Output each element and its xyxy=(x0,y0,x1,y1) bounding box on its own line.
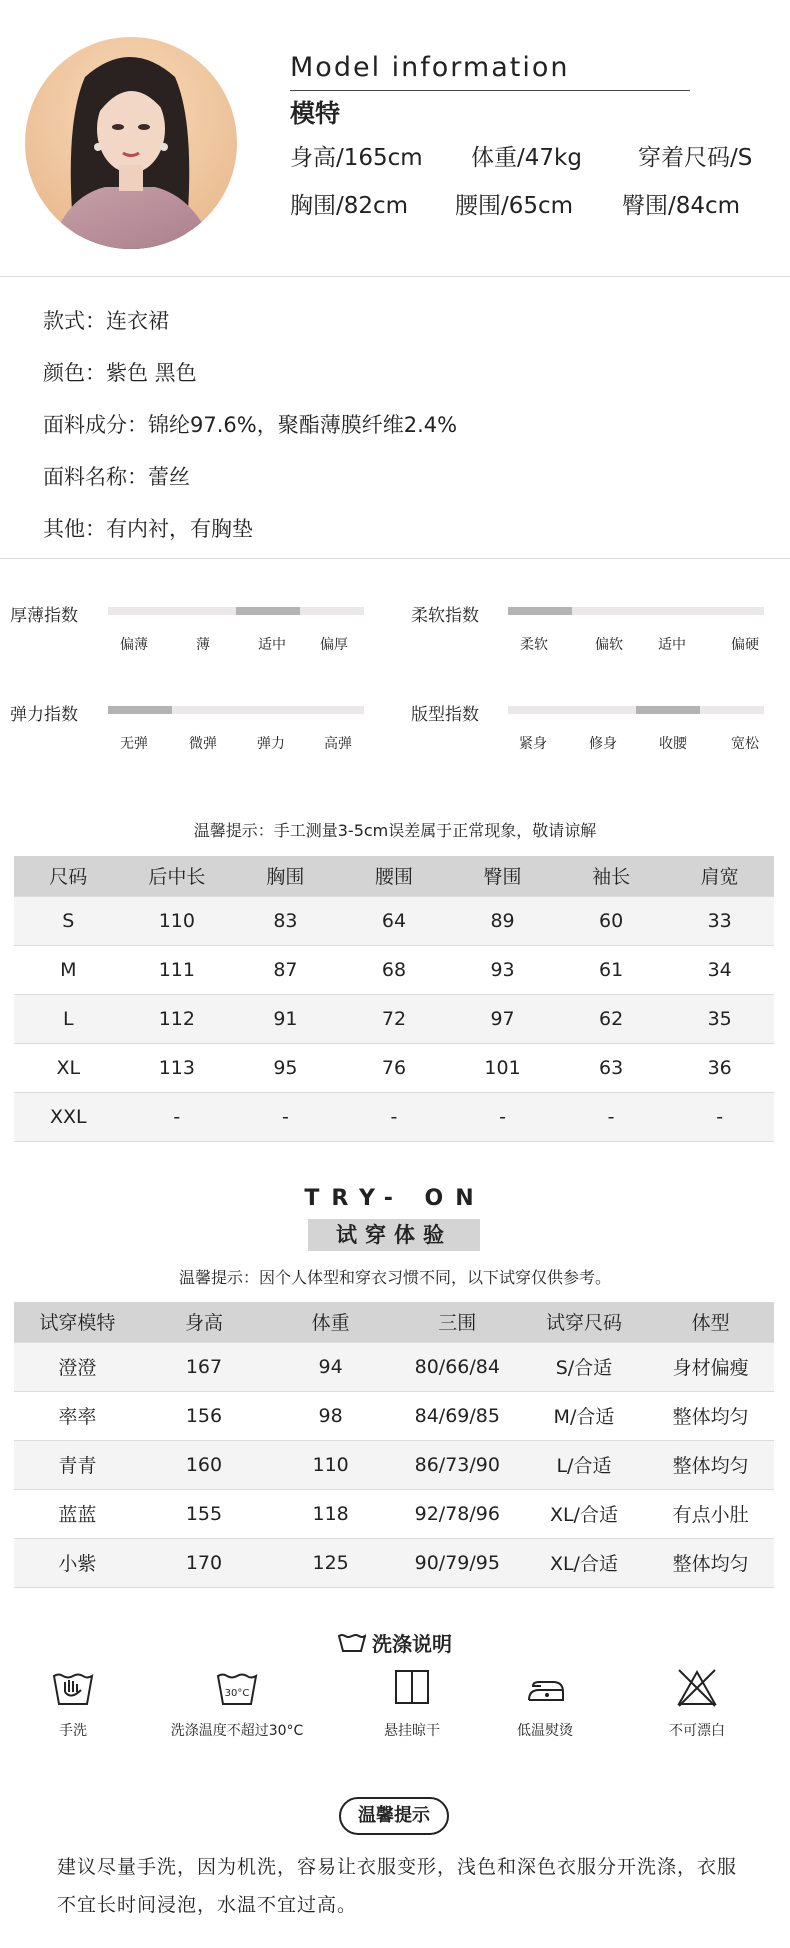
table-row xyxy=(14,1391,774,1440)
table-cell: S/合适 xyxy=(521,1342,648,1391)
table-cell: 170 xyxy=(141,1538,268,1587)
column-header: 后中长 xyxy=(123,856,232,896)
column-header: 尺码 xyxy=(14,856,123,896)
column-header: 腰围 xyxy=(340,856,449,896)
table-cell: 蓝蓝 xyxy=(14,1489,141,1538)
wash-item-bleach xyxy=(612,1668,782,1740)
wash-30-icon xyxy=(215,1668,259,1708)
model-size: 穿着尺码/S xyxy=(638,145,753,171)
table-cell: 101 xyxy=(448,1043,557,1092)
table-cell: 94 xyxy=(267,1342,394,1391)
table-cell: 93 xyxy=(448,945,557,994)
table-cell: 整体均匀 xyxy=(647,1391,774,1440)
table-row xyxy=(14,994,774,1043)
column-header: 身高 xyxy=(141,1302,268,1342)
table-row xyxy=(14,1342,774,1391)
table-cell: 36 xyxy=(665,1043,774,1092)
size-note: 温馨提示：手工测量3-5cm误差属于正常现象，敬请谅解 xyxy=(193,821,597,840)
table-cell: 整体均匀 xyxy=(647,1440,774,1489)
index-tick: 收腰 xyxy=(659,736,687,752)
model-photo xyxy=(25,37,237,249)
table-cell: - xyxy=(665,1092,774,1141)
model-waist: 腰围/65cm xyxy=(455,193,574,219)
wash-label: 洗涤温度不超过30°C xyxy=(170,1723,304,1739)
index-label: 柔软指数 xyxy=(411,606,479,626)
column-header: 体重 xyxy=(267,1302,394,1342)
table-row xyxy=(14,1489,774,1538)
table-cell: - xyxy=(557,1092,666,1141)
index-tick: 紧身 xyxy=(519,736,547,752)
table-row xyxy=(14,896,774,945)
index-tick: 适中 xyxy=(658,637,686,653)
model-bust: 胸围/82cm xyxy=(290,193,409,219)
index-track xyxy=(508,706,764,714)
index-label: 弹力指数 xyxy=(10,705,78,725)
model-hip: 臀围/84cm xyxy=(622,193,741,219)
model-info-subtitle: 模特 xyxy=(290,99,341,128)
table-cell: 小紫 xyxy=(14,1538,141,1587)
model-weight: 体重/47kg xyxy=(471,145,582,171)
index-label: 厚薄指数 xyxy=(10,606,78,626)
tip-text: 建议尽量手洗，因为机洗，容易让衣服变形，浅色和深色衣服分开洗涤，衣服不宜长时间浸泡，水温不宜过高。 xyxy=(57,1856,738,1916)
table-cell: 34 xyxy=(665,945,774,994)
table-cell: 有点小肚 xyxy=(647,1489,774,1538)
size-table xyxy=(14,856,774,1142)
table-cell: 156 xyxy=(141,1391,268,1440)
table-row xyxy=(14,1538,774,1587)
table-cell: 160 xyxy=(141,1440,268,1489)
index-tick: 修身 xyxy=(589,736,617,752)
table-row xyxy=(14,1440,774,1489)
product-fabric: 面料名称：蕾丝 xyxy=(43,465,190,489)
table-cell: 110 xyxy=(123,896,232,945)
divider xyxy=(0,276,790,277)
table-cell: M/合适 xyxy=(521,1391,648,1440)
column-header: 三围 xyxy=(394,1302,521,1342)
column-header: 试穿尺码 xyxy=(521,1302,648,1342)
column-header: 体型 xyxy=(647,1302,774,1342)
table-cell: - xyxy=(448,1092,557,1141)
table-cell: 91 xyxy=(231,994,340,1043)
tryon-title: TRY- ON xyxy=(304,1186,486,1211)
tryon-note: 温馨提示：因个人体型和穿衣习惯不同，以下试穿仅供参考。 xyxy=(178,1268,611,1287)
table-cell: 整体均匀 xyxy=(647,1538,774,1587)
table-cell: 76 xyxy=(340,1043,449,1092)
product-other: 其他：有内衬，有胸垫 xyxy=(43,517,253,541)
tryon-table xyxy=(14,1302,774,1588)
table-cell: 澄澄 xyxy=(14,1342,141,1391)
hand-wash-icon xyxy=(51,1668,95,1708)
index-tick: 偏薄 xyxy=(120,637,148,653)
table-cell: 68 xyxy=(340,945,449,994)
table-cell: XL/合适 xyxy=(521,1489,648,1538)
table-cell: L/合适 xyxy=(521,1440,648,1489)
column-header: 胸围 xyxy=(231,856,340,896)
table-cell: M xyxy=(14,945,123,994)
index-tick: 偏硬 xyxy=(731,637,759,653)
table-cell: 84/69/85 xyxy=(394,1391,521,1440)
index-tick: 柔软 xyxy=(520,637,548,653)
index-track xyxy=(108,607,364,615)
table-cell: 89 xyxy=(448,896,557,945)
table-cell: 155 xyxy=(141,1489,268,1538)
index-track xyxy=(508,607,764,615)
column-header: 试穿模特 xyxy=(14,1302,141,1342)
tip-badge: 温馨提示 xyxy=(339,1797,449,1835)
index-tick: 偏厚 xyxy=(320,637,348,653)
product-style: 款式：连衣裙 xyxy=(43,309,169,333)
index-marker xyxy=(636,706,700,714)
table-cell: 80/66/84 xyxy=(394,1342,521,1391)
table-cell: 35 xyxy=(665,994,774,1043)
index-tick: 适中 xyxy=(258,637,286,653)
index-marker xyxy=(236,607,300,615)
drip-dry-icon xyxy=(390,1668,434,1708)
column-header: 肩宽 xyxy=(665,856,774,896)
table-cell: - xyxy=(231,1092,340,1141)
table-cell: 110 xyxy=(267,1440,394,1489)
wash-item-hand xyxy=(0,1668,158,1740)
table-row xyxy=(14,1043,774,1092)
index-tick: 薄 xyxy=(196,637,210,653)
table-cell: XL/合适 xyxy=(521,1538,648,1587)
title-underline xyxy=(290,90,690,91)
table-cell: 90/79/95 xyxy=(394,1538,521,1587)
table-cell: 95 xyxy=(231,1043,340,1092)
wash-label: 手洗 xyxy=(59,1723,87,1739)
low-iron-icon xyxy=(523,1668,567,1708)
table-cell: 118 xyxy=(267,1489,394,1538)
table-cell: 125 xyxy=(267,1538,394,1587)
tryon-subtitle: 试穿体验 xyxy=(308,1219,480,1251)
no-bleach-icon xyxy=(675,1668,719,1708)
table-cell: 61 xyxy=(557,945,666,994)
table-cell: 86/73/90 xyxy=(394,1440,521,1489)
index-tick: 宽松 xyxy=(731,736,759,752)
table-row xyxy=(14,1092,774,1141)
wash-item-iron xyxy=(460,1668,630,1740)
table-cell: 72 xyxy=(340,994,449,1043)
model-info-title: Model information xyxy=(290,52,570,83)
table-cell: 83 xyxy=(231,896,340,945)
table-cell: 60 xyxy=(557,896,666,945)
washing-header xyxy=(0,1628,790,1657)
tryon-table-header xyxy=(14,1302,774,1342)
model-height: 身高/165cm xyxy=(290,145,423,171)
product-color: 颜色：紫色 黑色 xyxy=(43,361,197,385)
table-cell: 98 xyxy=(267,1391,394,1440)
table-cell: 112 xyxy=(123,994,232,1043)
wash-temp: 30°C xyxy=(224,1688,250,1699)
washing-title: 洗涤说明 xyxy=(372,1632,452,1656)
table-cell: - xyxy=(123,1092,232,1141)
wash-label: 低温熨烫 xyxy=(517,1723,573,1739)
table-cell: L xyxy=(14,994,123,1043)
index-tick: 偏软 xyxy=(595,637,623,653)
wash-label: 悬挂晾干 xyxy=(384,1723,440,1739)
table-cell: 62 xyxy=(557,994,666,1043)
table-cell: 身材偏瘦 xyxy=(647,1342,774,1391)
table-cell: 113 xyxy=(123,1043,232,1092)
table-cell: - xyxy=(340,1092,449,1141)
table-cell: 率率 xyxy=(14,1391,141,1440)
table-cell: 87 xyxy=(231,945,340,994)
size-table-header xyxy=(14,856,774,896)
table-cell: 青青 xyxy=(14,1440,141,1489)
index-label: 版型指数 xyxy=(411,705,479,725)
table-cell: 111 xyxy=(123,945,232,994)
table-cell: 63 xyxy=(557,1043,666,1092)
product-composition: 面料成分：锦纶97.6%，聚酯薄膜纤维2.4% xyxy=(43,413,458,437)
index-marker xyxy=(508,607,572,615)
index-tick: 高弹 xyxy=(324,736,352,752)
index-tick: 弹力 xyxy=(257,736,285,752)
index-tick: 无弹 xyxy=(120,736,148,752)
column-header: 臀围 xyxy=(448,856,557,896)
table-cell: 167 xyxy=(141,1342,268,1391)
column-header: 袖长 xyxy=(557,856,666,896)
table-row xyxy=(14,945,774,994)
index-tick: 微弹 xyxy=(189,736,217,752)
table-cell: XL xyxy=(14,1043,123,1092)
table-cell: 92/78/96 xyxy=(394,1489,521,1538)
table-cell: XXL xyxy=(14,1092,123,1141)
wash-item-30 xyxy=(152,1668,322,1740)
wash-label: 不可漂白 xyxy=(669,1723,725,1739)
index-marker xyxy=(108,706,172,714)
divider xyxy=(0,558,790,559)
table-cell: 64 xyxy=(340,896,449,945)
table-cell: 33 xyxy=(665,896,774,945)
wash-basin-icon xyxy=(338,1633,366,1653)
table-cell: 97 xyxy=(448,994,557,1043)
index-track xyxy=(108,706,364,714)
table-cell: S xyxy=(14,896,123,945)
